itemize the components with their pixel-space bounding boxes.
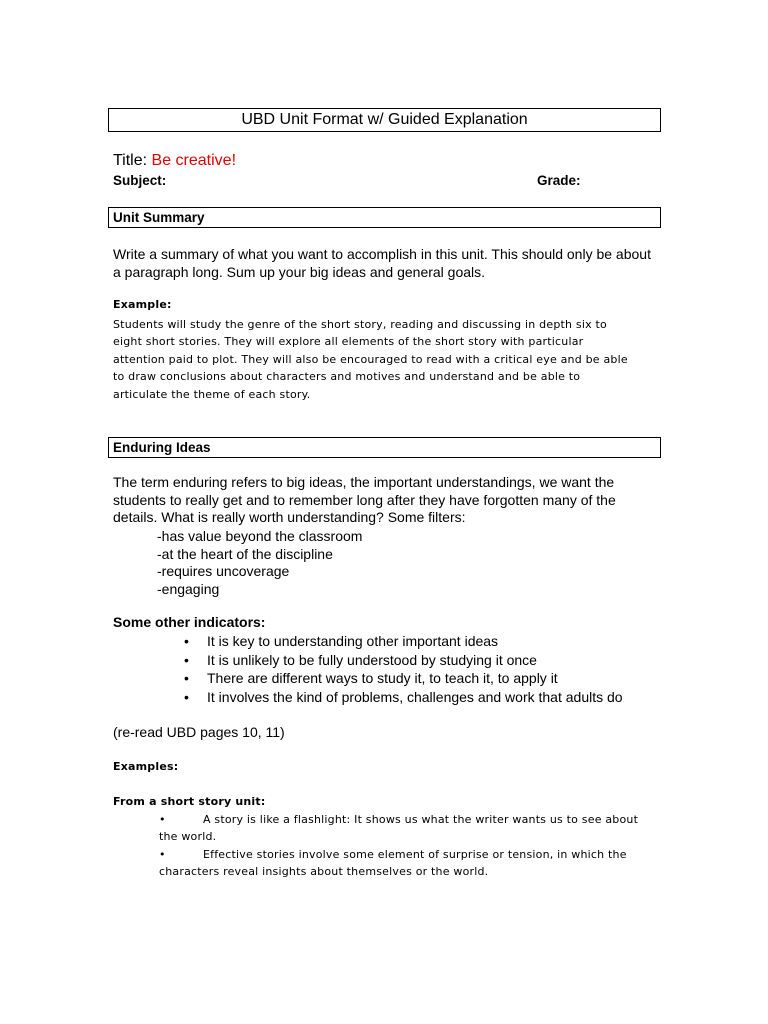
enduring-ideas-title: Enduring Ideas [113,440,211,455]
bullet-icon: • [184,633,189,649]
indicator-item [184,669,623,688]
grade-label: Grade: [537,173,581,188]
title-line [113,151,236,171]
indicators-list [184,632,623,706]
story-example-item [159,811,659,846]
bullet-icon: • [184,688,189,705]
indicator-text: It is unlikely to be fully understood by studying it once [207,651,537,668]
indicator-item [184,632,623,651]
subject-grade-line [113,172,583,190]
story-unit-label: From a short story unit: [113,795,266,808]
example-label: Example: [113,298,172,311]
subject-label: Subject: [113,173,167,188]
story-example-text: Effective stories involve some element of surprise or tension, in which the characters reveal insights about themselves or the world. [159,847,627,879]
unit-summary-header [108,207,661,228]
indicators-heading: Some other indicators: [113,614,266,630]
filter-item: -at the heart of the discipline [157,545,333,562]
story-examples-list [159,811,659,881]
bullet-icon: • [159,847,166,861]
indicator-item [184,651,623,670]
unit-summary-title: Unit Summary [113,210,205,225]
story-example-item [159,846,659,881]
document-heading-box [108,108,661,132]
enduring-ideas-header [108,437,661,458]
bullet-icon: • [184,651,189,668]
title-value: Be creative! [151,152,237,169]
indicator-item [184,688,623,707]
filters-list [157,528,362,598]
title-label: Title: [113,152,148,169]
example-text: Students will study the genre of the short story, reading and discussing in depth six to eight short stories. They will explore all elements of the short story with particular attention paid to plot. They will also be encouraged to read with a critical eye and be able to draw conclusions about characters and motives and understand and be able to articulate the theme of each story. [113,318,628,401]
indicator-text: There are different ways to study it, to teach it, to apply it [207,670,558,687]
document-heading: UBD Unit Format w/ Guided Explanation [241,111,528,128]
indicator-text: It is key to understanding other important ideas [207,633,499,649]
indicator-text: It involves the kind of problems, challenges and work that adults do [207,688,623,705]
filter-item: -has value beyond the classroom [157,528,363,544]
filter-item: -engaging [157,580,220,597]
reread-note: (re-read UBD pages 10, 11) [113,724,285,740]
bullet-icon: • [184,670,189,687]
filter-item: -requires uncoverage [157,563,290,579]
unit-summary-description: Write a summary of what you want to accomplish in this unit. This should only be about a paragraph long. Sum up your big ideas and general goals. [113,246,651,280]
story-example-text: A story is like a flashlight: It shows us what the writer wants us to see about the world. [159,813,639,844]
bullet-icon: • [159,813,166,826]
examples-label: Examples: [113,760,179,773]
enduring-ideas-description: The term enduring refers to big ideas, the important understandings, we want the students to really get and to remember long after they have forgotten many of the details. What is really worth understanding? Some filters: [113,474,616,525]
